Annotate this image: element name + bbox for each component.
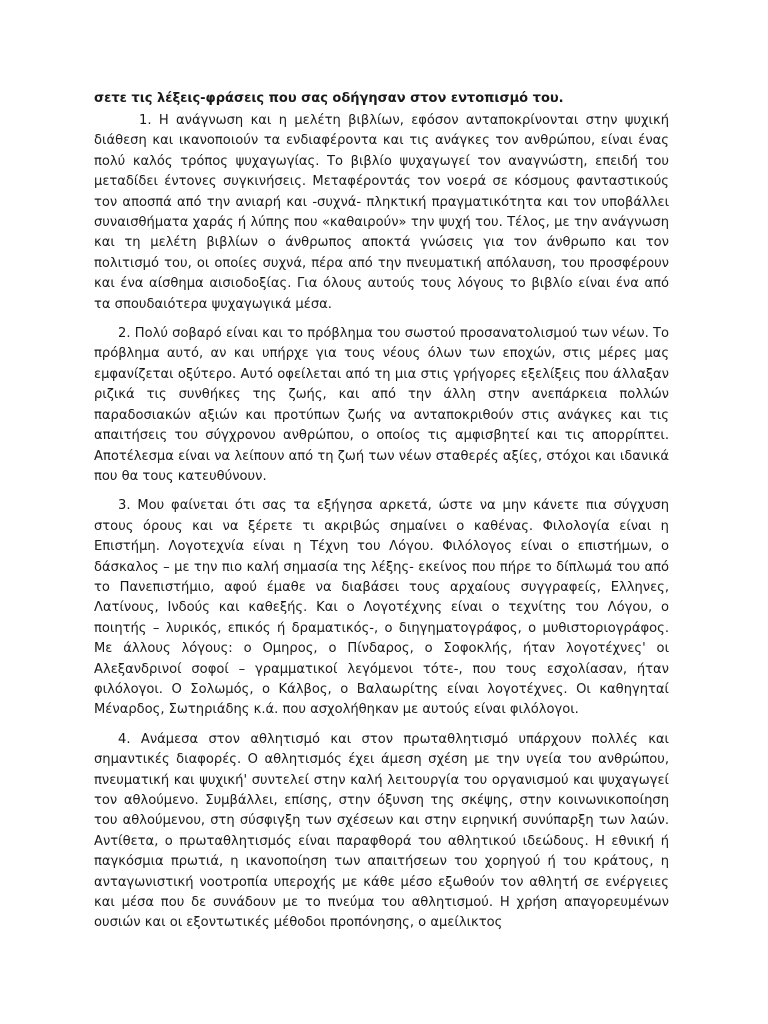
exercise-instruction: σετε τις λέξεις-φράσεις που σας οδήγησαν στον εντοπισμό του. [94, 91, 564, 106]
paragraph-4-athletics: 4. Ανάμεσα στον αθλητισμό και στον πρωταθλητισμό υπάρχουν πολλές και σημαντικές διαφορές. Ο αθλητισμός έχει άμεση σχέση με την υγεία του ανθρώπου, πνευματική και ψυχική' συντελεί στην καλή λειτουργία του οργανισμού και ψυχαγωγεί τον αθλούμενο. Συμβάλλει, επίσης, στην όξυνση της σκέψης, στην κοινωνικοποίηση του αθλούμενου, στη σύσφιγξη των σχέσεων και στην ειρηνική συνύπαρξη των λαών. Αντίθετα, ο πρωταθλητισμός είναι παραφθορά του αθλητικού ιδεώδους. Η εθνική ή παγκόσμια πρωτιά, η ικανοποίηση των απαιτήσεων του χορηγού ή του κράτους, η ανταγωνιστική νοοτροπία υπεροχής με κάθε μέσο εξωθούν τον αθλητή σε ενέργειες και μέσα που δε συνάδουν με το πνεύμα του αθλητισμού. Η χρήση απαγορευμένων ουσιών και οι εξοντωτικές μέθοδοι προπόνησης, ο αμείλικτος [94, 731, 669, 931]
paragraph-2-youth-orientation: 2. Πολύ σοβαρό είναι και το πρόβλημα του σωστού προσανατολισμού των νέων. Το πρόβλημα αυτό, αν και υπήρχε για τους νέους όλων των εποχών, στις μέρες μας εμφανίζεται οξύτερο. Αυτό οφείλεται από τη μια στις γρήγορες εξελίξεις που άλλαξαν ριζικά τις συνθήκες της ζωής, και από την άλλη στην ανεπάρκεια πολλών παραδοσιακών αξιών και προτύπων ζωής να ανταποκριθούν στις ανάγκες και τις απαιτήσεις του σύγχρονου ανθρώπου, ο οποίος τις αμφισβητεί και τις απορρίπτει. Αποτέλεσμα είναι να λείπουν από τη ζωή των νέων σταθερές αξίες, στόχοι και ιδανικά που θα τους κατευθύνουν. [94, 326, 669, 484]
document-page [94, 89, 669, 943]
paragraph-1-reading-books: 1. Η ανάγνωση και η μελέτη βιβλίων, εφόσον ανταποκρίνονται στην ψυχική διάθεση και ικανοποιούν τα ενδιαφέροντα και τις ανάγκες τον ανθρώπου, είναι ένας πολύ καλός τρόπος ψυχαγωγίας. Το βιβλίο ψυχαγωγεί τον αναγνώστη, επειδή του μεταδίδει έντονες συγκινήσεις. Μεταφέροντάς τον νοερά σε κόσμους φανταστικούς τον αποσπά από την ανιαρή και -συχνά- πληκτική πραγματικότητα και τον υποβάλλει συναισθήματα χαράς ή λύπης που «καθαιρούν» την ψυχή του. Τέλος, με την ανάγνωση και τη μελέτη βιβλίων ο άνθρωπος αποκτά γνώσεις για τον άνθρωπο και τον πολιτισμό του, οι οποίες συχνά, πέρα από την πνευματική απόλαυση, του προσφέρουν και ένα αίσθημα αισιοδοξίας. Για όλους αυτούς τους λόγους το βιβλίο είναι ένα από τα σπουδαιότερα ψυχαγωγικά μέσα. [94, 113, 669, 312]
paragraph-3-philology-literature: 3. Μου φαίνεται ότι σας τα εξήγησα αρκετά, ώστε να μην κάνετε πια σύγχυση στους όρους και να ξέρετε τι ακριβώς σημαίνει ο καθένας. Φιλολογία είναι η Επιστήμη. Λογοτεχνία είναι η Τέχνη του Λόγου. Φιλόλογος είναι ο επιστήμων, ο δάσκαλος – με την πιο καλή σημασία της λέξης- εκείνος που πήρε το δίπλωμά του από το Πανεπιστήμιο, αφού έμαθε να διαβάσει τους αρχαίους συγγραφείς, Ελληνες, Λατίνους, Ινδούς και καθεξής. Και ο Λογοτέχνης είναι ο τεχνίτης του Λόγου, ο ποιητής – λυρικός, επικός ή δραματικός-, ο διηγηματογράφος, ο μυθιστοριογράφος. Με άλλους λόγους: ο Ομηρος, ο Πίνδαρος, ο Σοφοκλής, ήταν λογοτέχνες' οι Αλεξανδρινοί σοφοί – γραμματικοί λεγόμενοι τότε-, που τους εσχολίασαν, ήταν φιλόλογοι. Ο Σολωμός, ο Κάλβος, ο Βαλαωρίτης είναι λογοτέχνες. Οι καθηγηταί Μέναρδος, Σωτηριάδης κ.ά. που ασχολήθηκαν με αυτούς είναι φιλόλογοι. [94, 498, 669, 718]
